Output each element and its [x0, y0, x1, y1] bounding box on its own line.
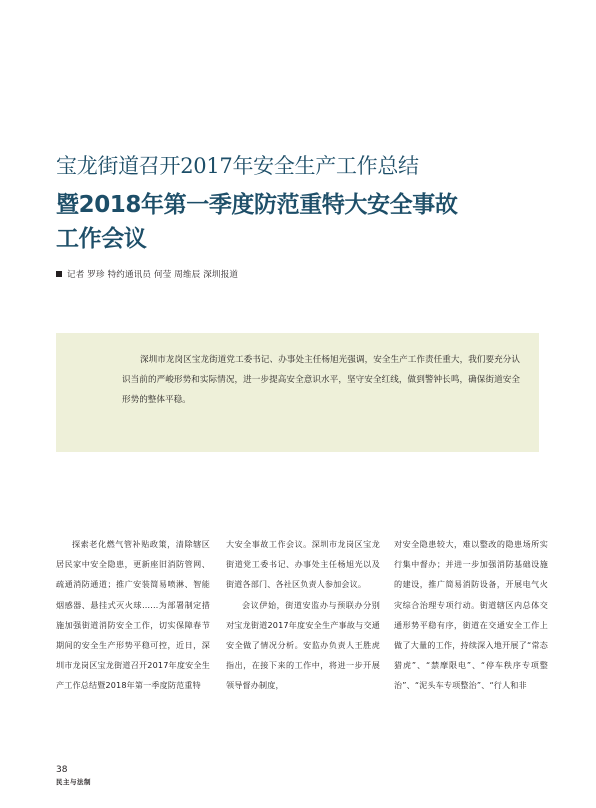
byline-square-icon [56, 271, 62, 277]
body-column-3 [394, 534, 548, 696]
paragraph: 探索老化燃气管补贴政策，清除辖区居民家中安全隐患，更新座旧消防管网、疏通消防通道；推广安装简易喷淋、智能烟感器、悬挂式灭火球……为部署制定措施加强街道消防安全工作，切实保障春节期间的安全生产形势平稳可控，近日，深圳市龙岗区宝龙街道召开2017年度安全生产工作总结暨2018年第一季度防范重特 [56, 539, 210, 691]
body-column-2 [226, 534, 380, 696]
paragraph: 大安全事故工作会议。深圳市龙岗区宝龙街道党工委书记、办事处主任杨旭光以及街道各部门、各社区负责人参加会议。 [226, 539, 380, 590]
page-number: 38 [56, 765, 68, 775]
byline [56, 268, 238, 280]
magazine-logo: 民主与法制 [56, 778, 91, 786]
title-line-2: 暨2018年第一季度防范重特大安全事故 [56, 192, 458, 218]
title-line-3: 工作会议 [56, 226, 147, 252]
paragraph: 会议伊始，街道安监办与预联办分别对宝龙街道2017年度安全生产事故与交通安全做了情况分析。安监办负责人王胜虎指出，在接下来的工作中，将进一步开展领导督办制度， [226, 599, 380, 691]
title-line-1: 宝龙街道召开2017年安全生产工作总结 [56, 154, 419, 178]
lead-paragraph: 深圳市龙岗区宝龙街道党工委书记、办事处主任杨旭光强调，安全生产工作责任重大，我们要充分认识当前的严峻形势和实际情况，进一步提高安全意识水平，坚守安全红线，做到警钟长鸣，确保街道安全形势的整体平稳。 [122, 355, 520, 405]
byline-text: 记者 罗珍 特约通讯员 何莹 周维辰 深圳报道 [67, 270, 239, 280]
paragraph: 对安全隐患较大，难以整改的隐患场所实行集中督办；并进一步加强消防基础设施的建设，推广简易消防设备，开展电气火灾综合治理专项行动。街道辖区内总体交通形势平稳有序，街道在交通安全工作上做了大量的工作，持续深入地开展了“常态猎虎”、“禁摩限电”、“停车秩序专项整治”、“泥头车专项整治”、“行人和非 [394, 539, 548, 691]
lead-box [56, 333, 539, 452]
body-column-1 [56, 534, 210, 696]
